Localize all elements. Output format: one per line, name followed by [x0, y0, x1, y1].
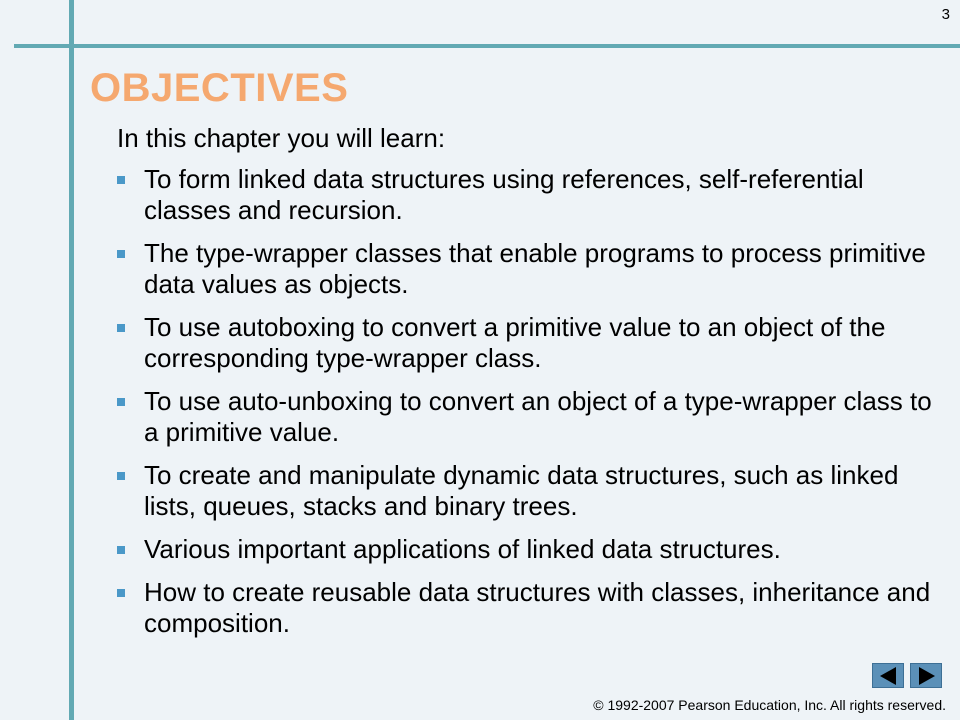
- previous-slide-button[interactable]: [872, 663, 904, 688]
- list-item: [112, 577, 932, 639]
- list-item: [112, 164, 932, 226]
- list-item-text: To use autoboxing to convert a primitive value to an object of the corresponding type-wrapper class.: [144, 312, 886, 373]
- vertical-accent-line: [69, 0, 74, 720]
- copyright-notice: © 1992-2007 Pearson Education, Inc. All rights reserved.: [593, 697, 946, 713]
- bullet-square-icon: [117, 324, 125, 332]
- bullet-square-icon: [117, 176, 125, 184]
- triangle-left-icon: [880, 667, 896, 685]
- list-item-text: To use auto-unboxing to convert an object of a type-wrapper class to a primitive value.: [144, 386, 932, 447]
- list-item-text: To create and manipulate dynamic data structures, such as linked lists, queues, stacks and binary trees.: [144, 460, 899, 521]
- bullet-square-icon: [117, 250, 125, 258]
- intro-text: In this chapter you will learn:: [117, 123, 446, 153]
- next-slide-button[interactable]: [910, 663, 942, 688]
- horizontal-accent-line: [14, 44, 960, 48]
- list-item-text: Various important applications of linked data structures.: [144, 534, 781, 564]
- bullet-square-icon: [117, 589, 125, 597]
- list-item: [112, 238, 932, 300]
- bullet-square-icon: [117, 546, 125, 554]
- bullet-square-icon: [117, 398, 125, 406]
- slide-title: OBJECTIVES: [90, 66, 349, 110]
- triangle-right-icon: [919, 667, 935, 685]
- bullet-square-icon: [117, 472, 125, 480]
- slide-number: 3: [941, 6, 950, 23]
- list-item: [112, 386, 932, 448]
- list-item-text: How to create reusable data structures with classes, inheritance and composition.: [144, 577, 931, 638]
- list-item: [112, 312, 932, 374]
- list-item: [112, 460, 932, 522]
- objectives-list: [112, 164, 932, 651]
- list-item-text: To form linked data structures using references, self-referential classes and recursion.: [144, 164, 864, 225]
- list-item: [112, 534, 932, 565]
- list-item-text: The type-wrapper classes that enable programs to process primitive data values as objects.: [144, 238, 926, 299]
